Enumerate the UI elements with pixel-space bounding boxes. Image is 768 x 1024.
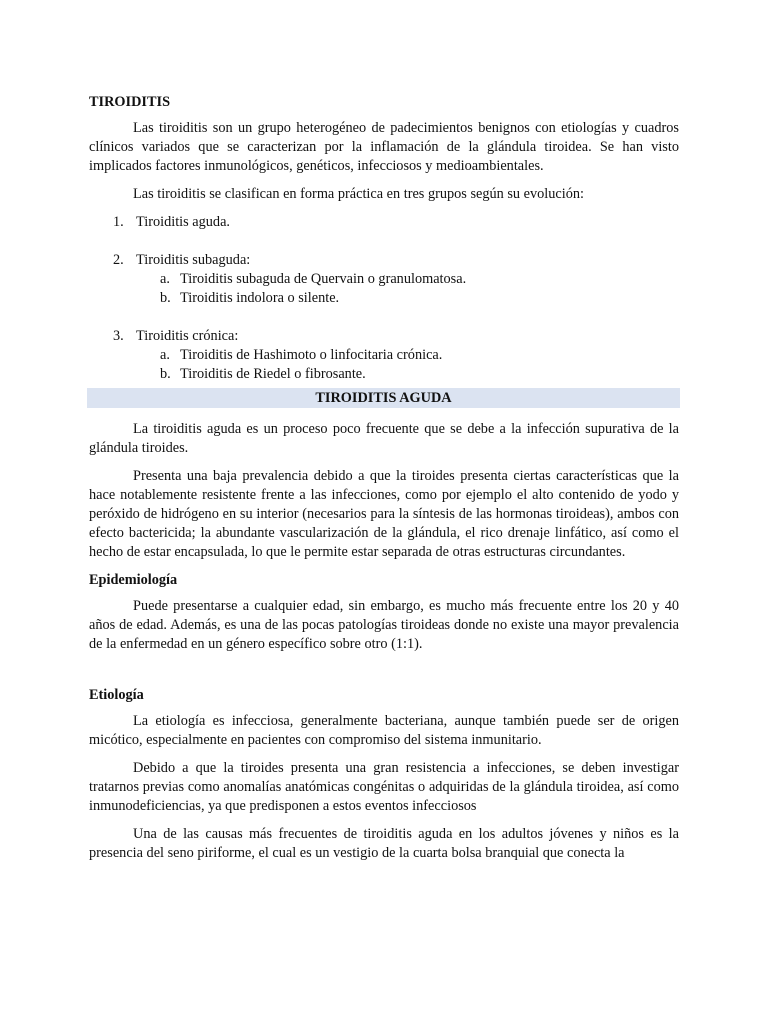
sublist bbox=[136, 270, 679, 308]
list-item bbox=[89, 327, 679, 384]
sublist-item bbox=[136, 289, 679, 308]
section-paragraph-2: Presenta una baja prevalencia debido a que la tiroides presenta ciertas características que la hace notablemente resistente frente a las infecciones, como por ejemplo el alto contenido de yodo y peróxido de hidrógeno en su interior (necesarios para la síntesis de las hormonas tiroideas), ambos con efecto bactericida; la abundante vascularización de la glándula, el rico drenaje linfático, así como el hecho de estar encapsulada, lo que le permite estar separada de otras estructuras circundantes. bbox=[89, 468, 679, 560]
list-number: 3. bbox=[113, 328, 124, 344]
classification-list bbox=[89, 213, 679, 384]
list-number: 1. bbox=[113, 214, 124, 230]
sublist-letter: a. bbox=[160, 271, 170, 287]
document-title: TIROIDITIS bbox=[89, 94, 171, 110]
list-item bbox=[89, 251, 679, 308]
section-paragraph-1: La tiroiditis aguda es un proceso poco frecuente que se debe a la infección supurativa de la glándula tiroides. bbox=[89, 421, 679, 456]
document-body bbox=[89, 93, 679, 872]
sublist-item bbox=[136, 346, 679, 365]
list-number: 2. bbox=[113, 252, 124, 268]
section-heading-band: TIROIDITIS AGUDA bbox=[87, 388, 680, 408]
list-item bbox=[89, 213, 679, 232]
etiologia-paragraph-2: Debido a que la tiroides presenta una gran resistencia a infecciones, se deben investigar tratarnos previas como anomalías anatómicas congénitas o adquiridas de la glándula tiroidea, así como inmunodeficiencias, ya que predisponen a estos eventos infecciosos bbox=[89, 760, 679, 814]
sublist bbox=[136, 346, 679, 384]
sublist-item-label: Tiroiditis de Riedel o fibrosante. bbox=[180, 366, 366, 382]
sublist-item bbox=[136, 270, 679, 289]
sublist-item-label: Tiroiditis de Hashimoto o linfocitaria crónica. bbox=[180, 347, 443, 363]
sublist-item bbox=[136, 365, 679, 384]
list-item-label: Tiroiditis subaguda: bbox=[136, 252, 251, 268]
list-item-label: Tiroiditis crónica: bbox=[136, 328, 239, 344]
sublist-letter: a. bbox=[160, 347, 170, 363]
epidemiologia-paragraph: Puede presentarse a cualquier edad, sin embargo, es mucho más frecuente entre los 20 y 40 años de edad. Además, es una de las pocas patologías tiroideas donde no existe una mayor prevalencia de la enfermedad en un género específico sobre otro (1:1). bbox=[89, 598, 679, 652]
sublist-letter: b. bbox=[160, 366, 171, 382]
intro-paragraph-1: Las tiroiditis son un grupo heterogéneo de padecimientos benignos con etiologías y cuadros clínicos variados que se caracterizan por la inflamación de la glándula tiroidea. Se han visto implicados factores inmunológicos, genéticos, infecciosos y medioambientales. bbox=[89, 120, 679, 174]
intro-paragraph-2: Las tiroiditis se clasifican en forma práctica en tres grupos según su evolución: bbox=[133, 186, 585, 202]
etiologia-paragraph-3: Una de las causas más frecuentes de tiroiditis aguda en los adultos jóvenes y niños es la presencia del seno piriforme, el cual es un vestigio de la cuarta bolsa branquial que conecta la bbox=[89, 826, 679, 861]
sublist-item-label: Tiroiditis indolora o silente. bbox=[180, 290, 340, 306]
list-item-label: Tiroiditis aguda. bbox=[136, 214, 230, 230]
etiologia-paragraph-1: La etiología es infecciosa, generalmente bacteriana, aunque también puede ser de origen micótico, especialmente en pacientes con compromiso del sistema inmunitario. bbox=[89, 713, 679, 748]
etiologia-heading: Etiología bbox=[89, 687, 144, 703]
sublist-item-label: Tiroiditis subaguda de Quervain o granulomatosa. bbox=[180, 271, 467, 287]
epidemiologia-heading: Epidemiología bbox=[89, 572, 178, 588]
sublist-letter: b. bbox=[160, 290, 171, 306]
